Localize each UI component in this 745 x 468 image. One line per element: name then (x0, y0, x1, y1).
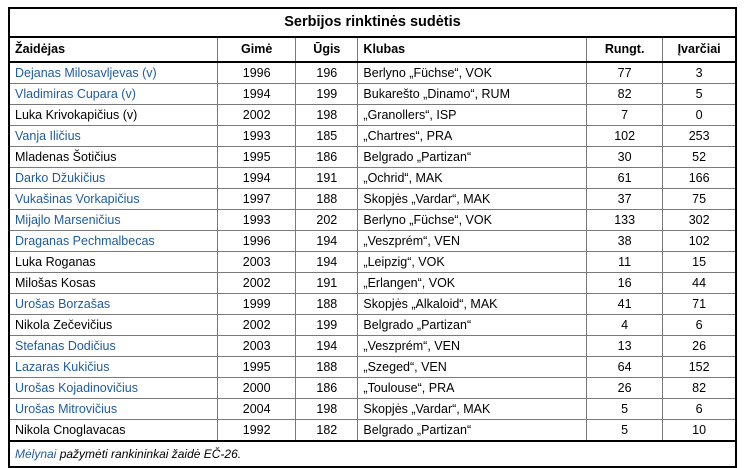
cell-goals: 166 (663, 168, 736, 189)
column-header-height: Ūgis (296, 37, 358, 62)
cell-height: 194 (296, 231, 358, 252)
cell-player: Nikola Cnoglavacas (9, 420, 218, 442)
cell-goals: 52 (663, 147, 736, 168)
table-row (9, 189, 736, 210)
cell-goals: 0 (663, 105, 736, 126)
column-header-games: Rungt. (587, 37, 663, 62)
cell-height: 185 (296, 126, 358, 147)
table-row (9, 399, 736, 420)
cell-height: 182 (296, 420, 358, 442)
cell-born: 1999 (218, 294, 296, 315)
table-row (9, 357, 736, 378)
cell-games: 77 (587, 62, 663, 84)
cell-born: 1994 (218, 84, 296, 105)
cell-club: „Chartres“, PRA (358, 126, 587, 147)
cell-born: 2000 (218, 378, 296, 399)
cell-games: 11 (587, 252, 663, 273)
cell-club: „Toulouse“, PRA (358, 378, 587, 399)
cell-club: Belgrado „Partizan“ (358, 315, 587, 336)
cell-club: Bukarešto „Dinamo“, RUM (358, 84, 587, 105)
cell-player: Luka Roganas (9, 252, 218, 273)
cell-goals: 6 (663, 315, 736, 336)
cell-height: 191 (296, 273, 358, 294)
cell-goals: 253 (663, 126, 736, 147)
cell-player: Mladenas Šotičius (9, 147, 218, 168)
cell-height: 186 (296, 378, 358, 399)
table-row (9, 336, 736, 357)
cell-goals: 10 (663, 420, 736, 442)
cell-goals: 26 (663, 336, 736, 357)
cell-player: Draganas Pechmalbecas (9, 231, 218, 252)
table-row (9, 420, 736, 442)
cell-player: Urošas Mitrovičius (9, 399, 218, 420)
table-row (9, 147, 736, 168)
table-row (9, 210, 736, 231)
squad-table (8, 7, 737, 468)
cell-club: Skopjės „Vardar“, MAK (358, 189, 587, 210)
cell-player: Vukašinas Vorkapičius (9, 189, 218, 210)
cell-born: 2002 (218, 273, 296, 294)
cell-height: 194 (296, 336, 358, 357)
cell-goals: 3 (663, 62, 736, 84)
cell-club: „Granollers“, ISP (358, 105, 587, 126)
table-row (9, 231, 736, 252)
column-header-born: Gimė (218, 37, 296, 62)
cell-height: 199 (296, 84, 358, 105)
cell-born: 1997 (218, 189, 296, 210)
cell-player: Nikola Zečevičius (9, 315, 218, 336)
cell-club: „Ochrid“, MAK (358, 168, 587, 189)
cell-club: Berlyno „Füchse“, VOK (358, 210, 587, 231)
cell-height: 194 (296, 252, 358, 273)
cell-born: 2003 (218, 336, 296, 357)
cell-games: 133 (587, 210, 663, 231)
cell-height: 191 (296, 168, 358, 189)
cell-goals: 82 (663, 378, 736, 399)
cell-club: „Veszprém“, VEN (358, 231, 587, 252)
cell-born: 1995 (218, 147, 296, 168)
cell-goals: 15 (663, 252, 736, 273)
table-header-row (9, 37, 736, 62)
cell-games: 102 (587, 126, 663, 147)
cell-born: 1992 (218, 420, 296, 442)
table-row (9, 273, 736, 294)
cell-height: 188 (296, 357, 358, 378)
cell-height: 188 (296, 294, 358, 315)
table-row (9, 126, 736, 147)
cell-player: Dejanas Milosavljevas (v) (9, 62, 218, 84)
footnote-highlight-word: Mėlynai (15, 447, 57, 461)
cell-club: Belgrado „Partizan“ (358, 147, 587, 168)
cell-club: „Veszprém“, VEN (358, 336, 587, 357)
cell-games: 16 (587, 273, 663, 294)
cell-height: 199 (296, 315, 358, 336)
cell-height: 202 (296, 210, 358, 231)
column-header-goals: Įvarčiai (663, 37, 736, 62)
cell-goals: 75 (663, 189, 736, 210)
table-title: Serbijos rinktinės sudėtis (9, 8, 736, 37)
cell-height: 196 (296, 62, 358, 84)
table-row (9, 378, 736, 399)
cell-goals: 102 (663, 231, 736, 252)
cell-games: 13 (587, 336, 663, 357)
cell-club: Belgrado „Partizan“ (358, 420, 587, 442)
cell-player: Lazaras Kukičius (9, 357, 218, 378)
cell-player: Urošas Borzašas (9, 294, 218, 315)
column-header-club: Klubas (358, 37, 587, 62)
table-row (9, 294, 736, 315)
cell-club: Skopjės „Alkaloid“, MAK (358, 294, 587, 315)
cell-born: 1994 (218, 168, 296, 189)
table-row (9, 84, 736, 105)
cell-goals: 44 (663, 273, 736, 294)
cell-games: 30 (587, 147, 663, 168)
cell-goals: 5 (663, 84, 736, 105)
cell-club: Skopjės „Vardar“, MAK (358, 399, 587, 420)
cell-born: 2002 (218, 105, 296, 126)
cell-club: „Leipzig“, VOK (358, 252, 587, 273)
table-footnote-row (9, 441, 736, 467)
cell-games: 41 (587, 294, 663, 315)
cell-born: 2004 (218, 399, 296, 420)
cell-player: Stefanas Dodičius (9, 336, 218, 357)
cell-club: „Szeged“, VEN (358, 357, 587, 378)
cell-born: 1996 (218, 231, 296, 252)
cell-height: 186 (296, 147, 358, 168)
cell-height: 188 (296, 189, 358, 210)
table-row (9, 252, 736, 273)
cell-born: 1993 (218, 126, 296, 147)
cell-height: 198 (296, 399, 358, 420)
cell-player: Luka Krivokapičius (v) (9, 105, 218, 126)
cell-games: 5 (587, 399, 663, 420)
table-row (9, 105, 736, 126)
cell-born: 2003 (218, 252, 296, 273)
cell-club: Berlyno „Füchse“, VOK (358, 62, 587, 84)
cell-born: 1995 (218, 357, 296, 378)
cell-games: 7 (587, 105, 663, 126)
cell-player: Darko Džukičius (9, 168, 218, 189)
table-title-row (9, 8, 736, 37)
cell-games: 5 (587, 420, 663, 442)
cell-games: 38 (587, 231, 663, 252)
cell-games: 82 (587, 84, 663, 105)
footnote-text: pažymėti rankininkai žaidė EČ-26. (56, 447, 242, 461)
cell-games: 37 (587, 189, 663, 210)
cell-player: Mijajlo Marseničius (9, 210, 218, 231)
cell-goals: 152 (663, 357, 736, 378)
cell-goals: 71 (663, 294, 736, 315)
cell-born: 1993 (218, 210, 296, 231)
cell-born: 1996 (218, 62, 296, 84)
cell-goals: 6 (663, 399, 736, 420)
table-row (9, 168, 736, 189)
cell-height: 198 (296, 105, 358, 126)
cell-born: 2002 (218, 315, 296, 336)
cell-player: Milošas Kosas (9, 273, 218, 294)
table-footnote (9, 441, 736, 467)
cell-player: Vanja Iličius (9, 126, 218, 147)
table-row (9, 315, 736, 336)
table-row (9, 62, 736, 84)
cell-goals: 302 (663, 210, 736, 231)
cell-games: 61 (587, 168, 663, 189)
column-header-player: Žaidėjas (9, 37, 218, 62)
cell-player: Vladimiras Cupara (v) (9, 84, 218, 105)
cell-player: Urošas Kojadinovičius (9, 378, 218, 399)
cell-club: „Erlangen“, VOK (358, 273, 587, 294)
cell-games: 4 (587, 315, 663, 336)
cell-games: 26 (587, 378, 663, 399)
table-body (9, 8, 736, 467)
cell-games: 64 (587, 357, 663, 378)
